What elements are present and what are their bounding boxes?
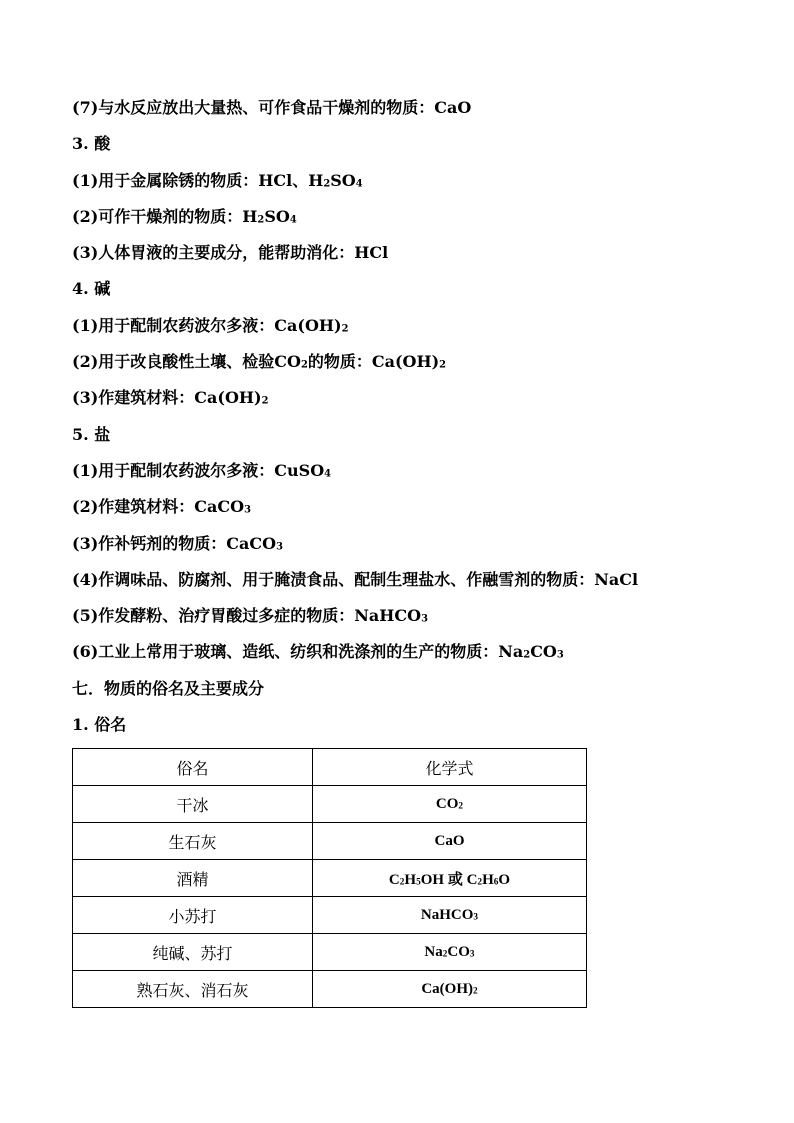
text-line: (2)作建筑材料：CaCO$_3$: [72, 497, 251, 517]
cell-common-name: 纯碱、苏打: [73, 934, 313, 971]
table-row: [73, 786, 587, 823]
text-line: (1)用于配制农药波尔多液：CuSO$_4$: [72, 460, 332, 480]
text-line: (7)与水反应放出大量热、可作食品干燥剂的物质：CaO: [72, 98, 472, 117]
document-page: [72, 90, 732, 1008]
table-row: [73, 897, 587, 934]
cell-common-name: 小苏打: [73, 897, 313, 934]
text-line: (3)人体胃液的主要成分，能帮助消化：HCl: [72, 243, 389, 263]
table-header-row: [73, 749, 587, 786]
header-formula: 化学式: [313, 749, 587, 786]
table-row: [73, 971, 587, 1008]
text-line: (3)作补钙剂的物质：CaCO$_3$: [72, 533, 283, 553]
text-line: (2)可作干燥剂的物质：$H_2SO_4$: [72, 206, 297, 226]
text-line: (3)作建筑材料：$Ca(OH)_2$: [72, 388, 269, 408]
cell-common-name: 生石灰: [73, 823, 313, 860]
cell-common-name: 酒精: [73, 860, 313, 897]
cell-formula: NaHCO$_3$: [313, 897, 587, 934]
table-row: [73, 934, 587, 971]
cell-common-name: 熟石灰、消石灰: [73, 971, 313, 1008]
text-line: 3. 酸: [72, 134, 111, 154]
cell-formula: CaO: [313, 823, 587, 860]
table-row: [73, 860, 587, 897]
text-line: (4)作调味品、防腐剂、用于腌渍食品、配制生理盐水、作融雪剂的物质：NaCl: [72, 569, 639, 589]
text-line: (5)作发酵粉、治疗胃酸过多症的物质：NaHCO$_3$: [72, 606, 428, 626]
text-line: (1)用于配制农药波尔多液：$Ca(OH)_2$: [72, 315, 349, 335]
cell-formula: $C_2H_5OH$ 或 $C_2H_6O$: [313, 860, 587, 897]
common-names-table: [72, 748, 587, 1008]
cell-formula: $Na_2CO_3$: [313, 934, 587, 971]
text-line: 1. 俗名: [72, 715, 127, 735]
text-line: (6)工业上常用于玻璃、造纸、纺织和洗涤剂的生产的物质：$Na_2CO_3$: [72, 642, 564, 662]
text-lines: [72, 90, 732, 743]
header-common-name: 俗名: [73, 749, 313, 786]
text-line: 4. 碱: [72, 279, 111, 299]
text-line: 5. 盐: [72, 424, 111, 444]
cell-common-name: 干冰: [73, 786, 313, 823]
text-line: (2)用于改良酸性土壤、检验$CO_2$的物质：$Ca(OH)_2$: [72, 352, 447, 372]
text-line: (1)用于金属除锈的物质：HCl、$H_2SO_4$: [72, 170, 363, 190]
text-line: 七．物质的俗名及主要成分: [72, 678, 265, 698]
cell-formula: $Ca(OH)_2$: [313, 971, 587, 1008]
table-row: [73, 823, 587, 860]
cell-formula: $CO_2$: [313, 786, 587, 823]
